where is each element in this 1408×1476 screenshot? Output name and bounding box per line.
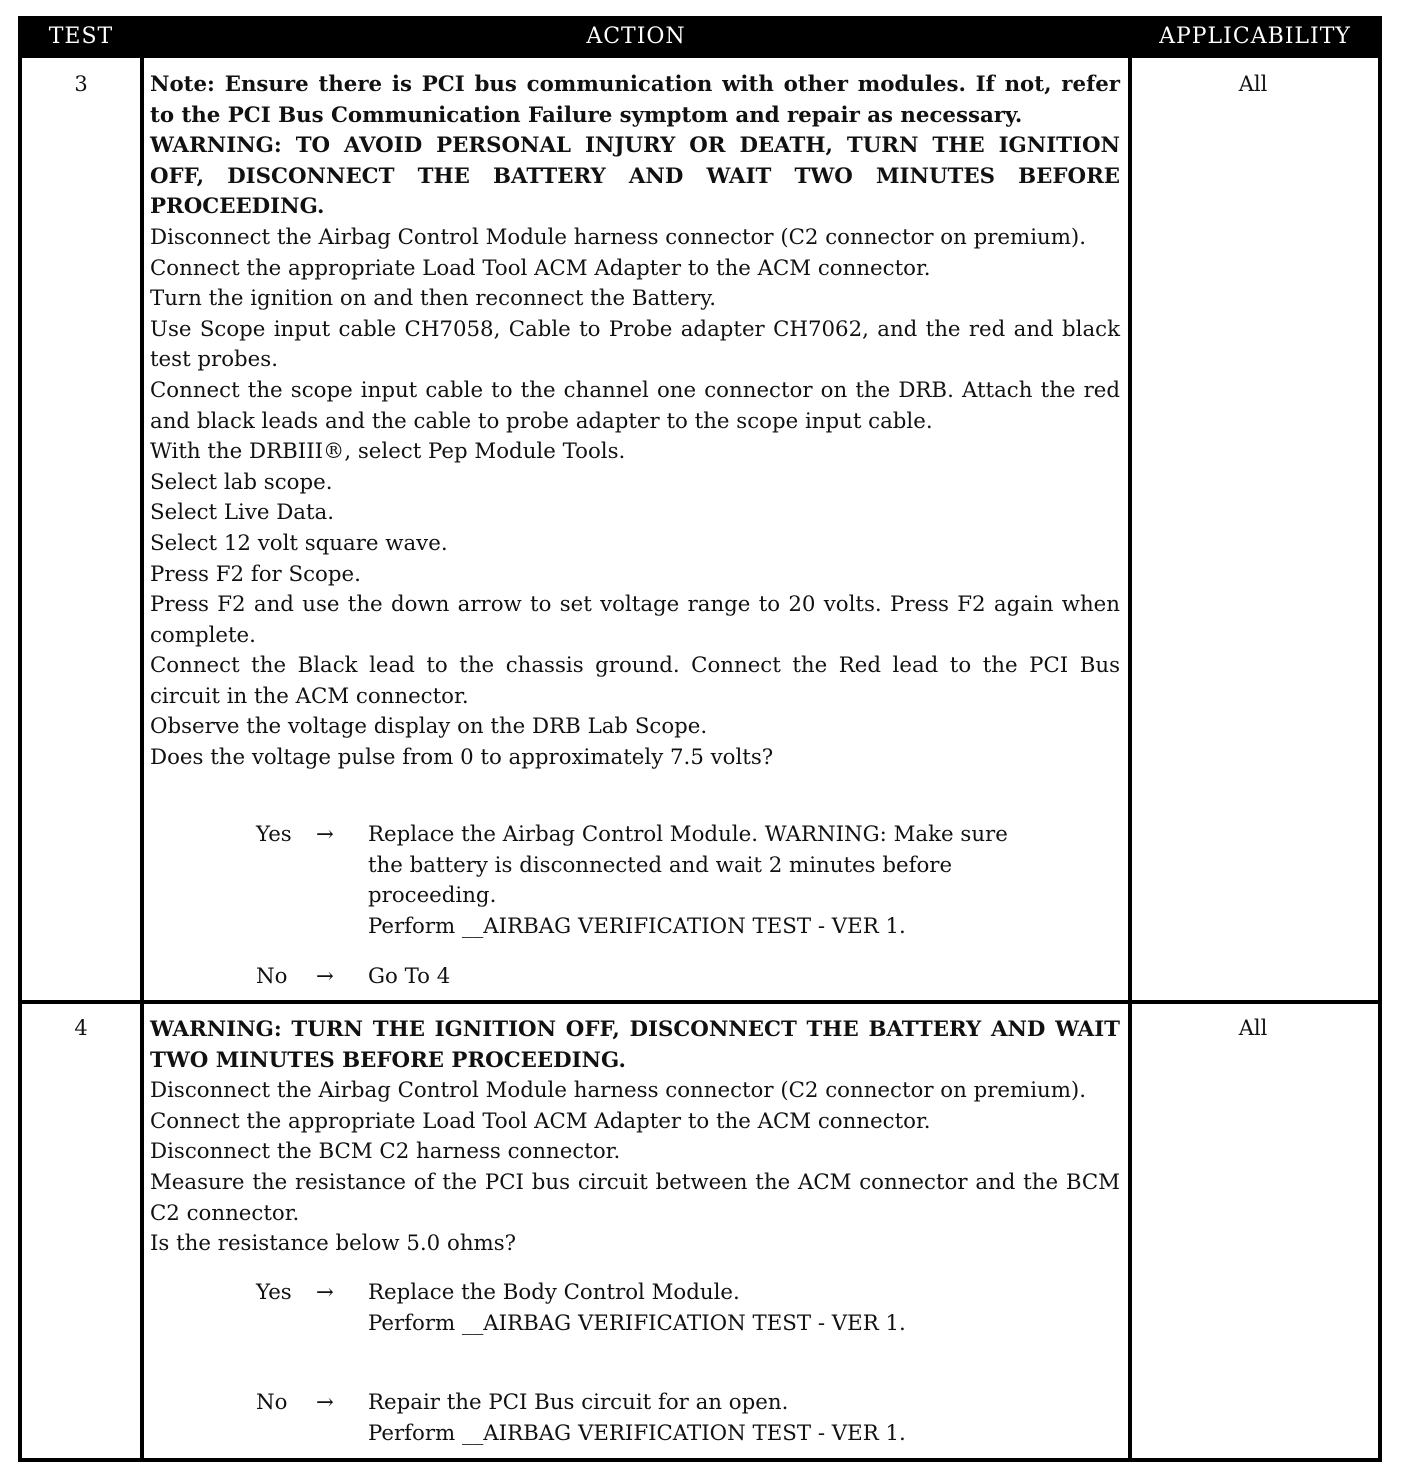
test-number: 3 <box>74 72 88 96</box>
warning-text: WARNING: TO AVOID PERSONAL INJURY OR DEATH, TURN THE IGNITION OFF, DISCONNECT THE BATTERY AND WAIT TWO MINUTES BEFORE PROCEEDING. <box>150 133 1120 220</box>
yes-label: Yes <box>256 1280 292 1305</box>
step-text: Select lab scope. <box>150 469 333 495</box>
step-text: Disconnect the BCM C2 harness connector. <box>150 1139 621 1165</box>
step-text: Connect the appropriate Load Tool ACM Adapter to the ACM connector. <box>150 1108 931 1134</box>
result-line: the battery is disconnected and wait 2 minutes before <box>368 852 953 878</box>
applicability-value: All <box>1238 1016 1268 1040</box>
yes-result-text <box>368 820 1088 942</box>
arrow-right-icon: → <box>316 822 334 847</box>
header-applicability: APPLICABILITY <box>1159 24 1351 49</box>
step-text: Select Live Data. <box>150 500 335 526</box>
result-line: Perform __AIRBAG VERIFICATION TEST - VER 1. <box>368 1310 906 1336</box>
no-result-text <box>368 962 1088 993</box>
test-number: 4 <box>74 1016 88 1040</box>
result-line: Replace the Airbag Control Module. WARNING: Make sure <box>368 822 1008 847</box>
table-header <box>22 20 1378 58</box>
applicability-value: All <box>1238 72 1268 96</box>
step-text: Disconnect the Airbag Control Module harness connector (C2 connector on premium). <box>150 224 1087 250</box>
no-label: No <box>256 1390 288 1415</box>
no-label: No <box>256 964 288 989</box>
question-text: Is the resistance below 5.0 ohms? <box>150 1231 517 1257</box>
step-text: Disconnect the Airbag Control Module harness connector (C2 connector on premium). <box>150 1078 1087 1104</box>
diagnostic-table <box>18 16 1382 1462</box>
arrow-right-icon: → <box>316 1280 334 1305</box>
result-line: Perform __AIRBAG VERIFICATION TEST - VER 1. <box>368 913 906 939</box>
header-action: ACTION <box>586 24 686 49</box>
result-line: Replace the Body Control Module. <box>368 1280 740 1305</box>
no-result-text <box>368 1388 1088 1449</box>
arrow-right-icon: → <box>316 1390 334 1415</box>
question-text: Does the voltage pulse from 0 to approximately 7.5 volts? <box>150 745 774 771</box>
step-text: Connect the Black lead to the chassis ground. Connect the Red lead to the PCI Bus circuit in the ACM connector. <box>150 653 1120 709</box>
step-text: Press F2 for Scope. <box>150 561 361 587</box>
step-text: Select 12 volt square wave. <box>150 530 448 556</box>
arrow-right-icon: → <box>316 964 334 989</box>
step-text: With the DRBIII®, select Pep Module Tools. <box>150 439 626 465</box>
action-text <box>150 70 1120 774</box>
result-line: Repair the PCI Bus circuit for an open. <box>368 1390 789 1415</box>
step-text: Press F2 and use the down arrow to set voltage range to 20 volts. Press F2 again when complete. <box>150 592 1120 648</box>
row-divider <box>22 1000 1378 1004</box>
result-line: proceeding. <box>368 883 497 908</box>
column-divider <box>1128 58 1132 1462</box>
yes-label: Yes <box>256 822 292 847</box>
header-test: TEST <box>48 24 114 49</box>
step-text: Measure the resistance of the PCI bus circuit between the ACM connector and the BCM C2 connector. <box>150 1169 1120 1226</box>
warning-text: WARNING: TURN THE IGNITION OFF, DISCONNECT THE BATTERY AND WAIT TWO MINUTES BEFORE PROCEEDING. <box>150 1017 1120 1073</box>
step-text: Observe the voltage display on the DRB Lab Scope. <box>150 714 708 740</box>
step-text: Connect the appropriate Load Tool ACM Adapter to the ACM connector. <box>150 255 931 281</box>
step-text: Turn the ignition on and then reconnect the Battery. <box>150 286 717 312</box>
step-text: Connect the scope input cable to the channel one connector on the DRB. Attach the red and black leads and the cable to probe adapter to the scope input cable. <box>150 377 1120 434</box>
action-text <box>150 1015 1120 1260</box>
yes-result-text <box>368 1278 1088 1339</box>
note-text: Note: Ensure there is PCI bus communication with other modules. If not, refer to the PCI Bus Communication Failure symptom and repair as necessary. <box>150 72 1120 128</box>
step-text: Use Scope input cable CH7058, Cable to Probe adapter CH7062, and the red and black test probes. <box>150 316 1120 373</box>
result-line: Perform __AIRBAG VERIFICATION TEST - VER 1. <box>368 1420 906 1446</box>
result-line: Go To 4 <box>368 964 451 989</box>
column-divider <box>140 58 144 1462</box>
